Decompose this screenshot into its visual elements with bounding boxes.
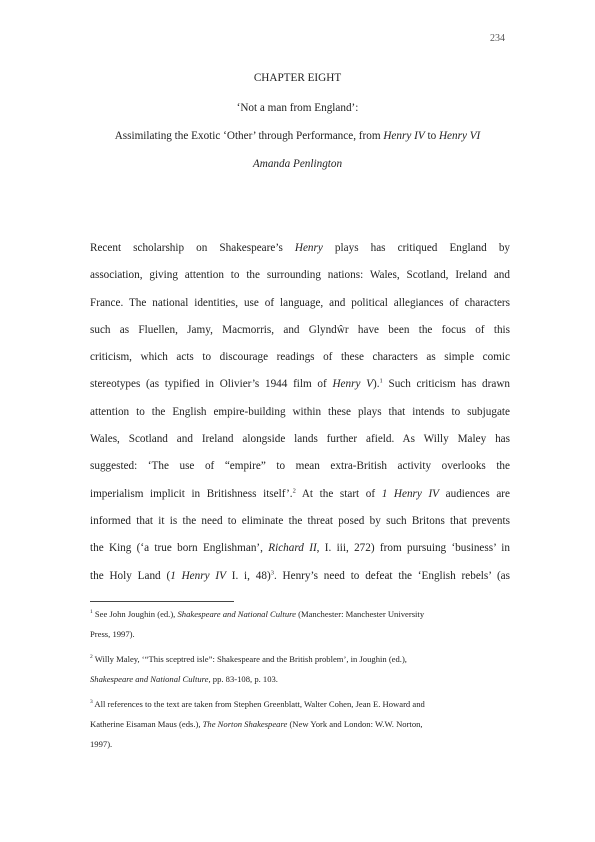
body-line — [90, 317, 510, 344]
footnote-divider — [90, 601, 234, 602]
text-run: At the start of — [295, 487, 382, 500]
italic-run: Henry V — [332, 378, 373, 391]
footnote-line — [90, 649, 510, 669]
body-line — [90, 290, 510, 317]
text-run: the Holy Land ( — [90, 569, 171, 582]
text-run: 1997). — [90, 739, 113, 749]
subtitle-text: to — [424, 130, 439, 142]
body-line — [90, 371, 510, 398]
text-run: , pp. 83-108, p. 103. — [208, 674, 278, 684]
text-run: suggested: ‘The use of “empire” to mean extra-British activity overlooks the — [90, 460, 510, 473]
body-line — [90, 262, 510, 289]
text-run: Willy Maley, ‘“This sceptred isle”: Shakespeare and the British problem’, in Joughin (ed.), — [92, 654, 407, 664]
text-run: , I. iii, 272) from pursuing ‘business’ in — [316, 542, 511, 555]
italic-run: 1 Henry IV — [381, 487, 440, 500]
body-paragraph — [90, 235, 510, 590]
text-run: Katherine Eisaman Maus (eds.), — [90, 719, 203, 729]
body-line — [90, 235, 510, 262]
footnote-line — [90, 694, 510, 714]
chapter-title: ‘Not a man from England’: — [236, 102, 359, 114]
text-run: All references to the text are taken from Stephen Greenblatt, Walter Cohen, Jean E. Howard and — [92, 699, 425, 709]
italic-run: Shakespeare and National Culture — [177, 609, 296, 619]
footnote — [90, 649, 510, 689]
italic-run: The Norton Shakespeare — [202, 719, 288, 729]
subtitle-text: Assimilating the Exotic ‘Other’ through Performance, from — [114, 130, 384, 142]
body-line — [90, 453, 510, 480]
footnote-number: 3 — [90, 699, 93, 706]
text-run: (New York and London: W.W. Norton, — [287, 719, 423, 729]
text-run: I. i, 48) — [225, 569, 271, 582]
italic-run: Henry — [294, 242, 323, 254]
subtitle-play-title: Henry IV — [383, 130, 425, 142]
text-run: See John Joughin (ed.), — [92, 609, 178, 619]
text-run: Wales, Scotland and Ireland alongside lands further afield. As Willy Maley has — [90, 433, 510, 446]
chapter-subtitle — [0, 130, 595, 142]
text-run: stereotypes (as typified in Olivier’s 1944 film of — [90, 378, 333, 391]
body-line — [90, 508, 510, 535]
footnote-line — [90, 604, 510, 624]
body-line — [90, 563, 510, 590]
body-line — [90, 399, 510, 426]
body-line — [90, 426, 510, 453]
chapter-heading: CHAPTER EIGHT — [253, 72, 342, 84]
footnote-ref[interactable]: 2 — [292, 486, 296, 494]
body-line — [90, 535, 510, 562]
italic-run: 1 Henry IV — [170, 569, 226, 582]
text-run: criticism, which acts to discourage readings of these characters as simple comic — [90, 351, 510, 364]
text-run: imperialism implicit in Britishness itself’. — [90, 487, 293, 500]
text-run: audiences are — [439, 487, 511, 500]
text-run: such as Fluellen, Jamy, Macmorris, and Glyndŵr have been the focus of this — [90, 323, 510, 336]
footnote — [90, 694, 510, 754]
footnote-number: 1 — [90, 609, 93, 616]
author-name: Amanda Penlington — [252, 158, 343, 170]
text-run: . Henry’s need to defeat the ‘English rebels’ (as — [273, 569, 510, 582]
text-run: ). — [372, 378, 380, 391]
italic-run: Shakespeare and National Culture — [90, 674, 209, 684]
page-number: 234 — [490, 33, 505, 44]
text-run: association, giving attention to the surrounding nations: Wales, Scotland, Ireland and — [90, 269, 510, 282]
text-run: Such criticism has drawn — [382, 378, 510, 391]
footnote-line — [90, 734, 510, 754]
text-run: France. The national identities, use of language, and political allegiances of characters — [90, 296, 510, 309]
footnote-line — [90, 624, 510, 644]
subtitle-play-title: Henry VI — [438, 130, 481, 142]
text-run: Press, 1997). — [90, 629, 135, 639]
italic-run: Richard II — [268, 542, 317, 555]
footnote-ref[interactable]: 3 — [270, 568, 274, 576]
text-run: Recent scholarship on Shakespeare’s — [90, 242, 295, 254]
text-run: the King (‘a true born Englishman’, — [90, 542, 269, 555]
footnote-number: 2 — [90, 654, 93, 661]
footnote-ref[interactable]: 1 — [379, 377, 383, 385]
body-line — [90, 481, 510, 508]
text-run: plays has critiqued England by — [322, 242, 511, 254]
text-run: (Manchester: Manchester University — [295, 609, 425, 619]
text-run: attention to the English empire-building within these plays that intends to subjugate — [90, 405, 510, 418]
footnote — [90, 604, 510, 644]
footnote-line — [90, 669, 510, 689]
text-run: informed that it is the need to eliminate the threat posed by such Britons that prevents — [90, 514, 510, 527]
body-line — [90, 344, 510, 371]
footnote-line — [90, 714, 510, 734]
footnotes — [90, 604, 510, 759]
